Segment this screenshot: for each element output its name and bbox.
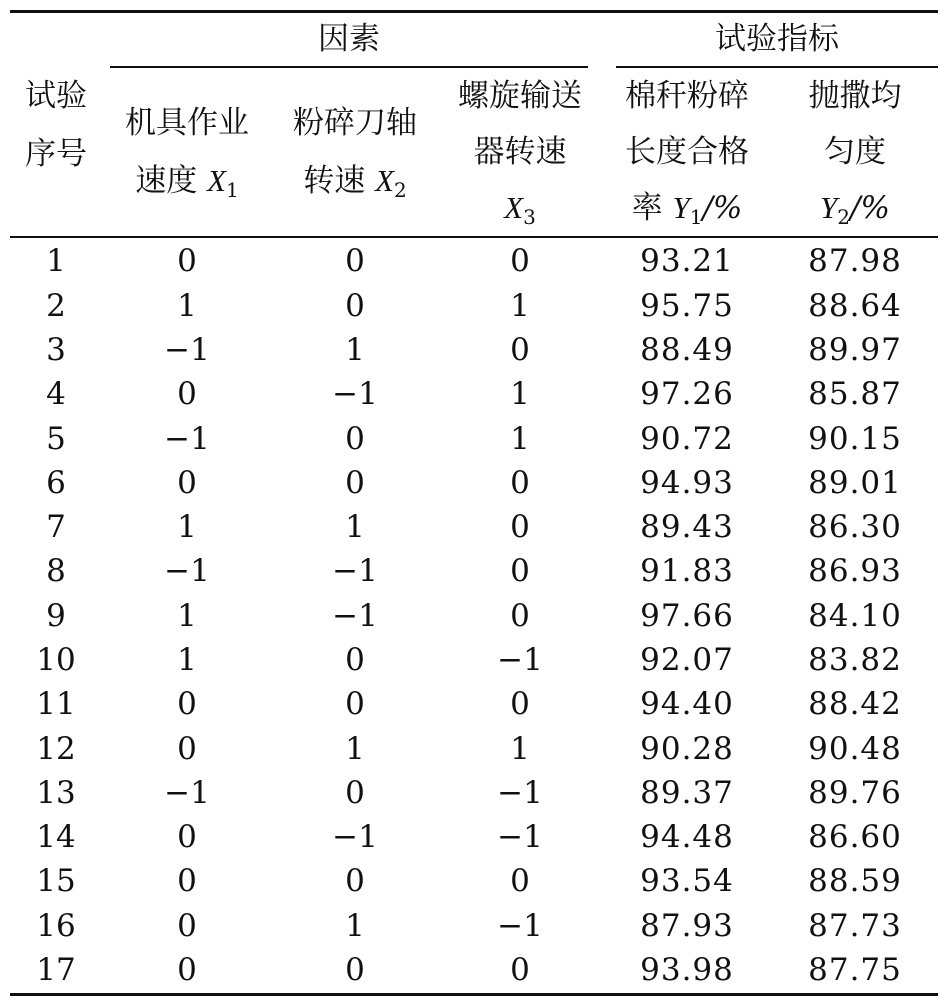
cell-x1: 1	[177, 509, 197, 546]
cell-x2: −1	[332, 553, 378, 590]
cell-y1: 94.48	[640, 819, 734, 856]
header-y1-var: Y	[672, 190, 690, 225]
table-row	[10, 550, 938, 594]
table-row	[10, 237, 938, 284]
cell-trial-no: 6	[46, 464, 66, 501]
cell-x1: 0	[177, 243, 197, 280]
header-x3-sub: 3	[523, 205, 536, 229]
cell-x3: −1	[497, 819, 543, 856]
header-x3-line3	[438, 180, 602, 236]
header-x1	[102, 68, 272, 237]
table-row	[10, 949, 938, 995]
cell-trial-no: 8	[46, 553, 66, 590]
table-row	[10, 727, 938, 771]
table-row	[10, 284, 938, 328]
header-y1-line3	[602, 180, 772, 236]
cell-x3: 0	[510, 464, 530, 501]
cell-x1: 0	[177, 464, 197, 501]
cell-y1: 97.26	[640, 376, 734, 413]
header-x2-line2	[272, 152, 438, 210]
cell-x1: 0	[177, 907, 197, 944]
header-x2-text: 转速	[303, 163, 376, 199]
header-y1-text: 率	[631, 190, 673, 226]
table-row	[10, 373, 938, 417]
header-x3-var: X	[504, 190, 524, 225]
cell-x1: 0	[177, 819, 197, 856]
header-y1-line2: 长度合格	[625, 134, 749, 170]
cell-x1: −1	[164, 420, 210, 457]
header-y2	[772, 68, 938, 237]
header-y1-sub: 1	[689, 205, 703, 229]
cell-x2: −1	[332, 819, 378, 856]
cell-y2: 90.48	[808, 730, 902, 767]
cell-trial-no: 14	[36, 819, 76, 856]
cell-x2: 1	[345, 331, 365, 368]
experiment-results-table	[10, 10, 938, 996]
cell-y1: 89.37	[640, 774, 734, 811]
cell-trial-no: 12	[36, 730, 76, 767]
cell-x1: 1	[177, 597, 197, 634]
header-x3	[438, 68, 602, 237]
header-y2-line3	[772, 180, 938, 236]
header-x1-sub: 1	[226, 178, 239, 202]
cell-x1: 0	[177, 376, 197, 413]
cell-y1: 90.28	[640, 730, 734, 767]
cell-x2: 0	[345, 863, 365, 900]
table-row	[10, 683, 938, 727]
cell-x3: 1	[510, 420, 530, 457]
cell-x3: 0	[510, 597, 530, 634]
table-row	[10, 329, 938, 373]
cell-y2: 83.82	[808, 642, 902, 678]
header-x2-line1: 粉碎刀轴	[293, 105, 417, 141]
cell-x3: 0	[510, 509, 530, 546]
cell-y2: 86.93	[808, 553, 902, 590]
header-x1-var: X	[207, 163, 227, 198]
header-indicators-label: 试验指标	[616, 13, 938, 68]
header-x1-line2	[102, 152, 272, 210]
cell-x3: 0	[510, 331, 530, 368]
cell-x1: 1	[177, 642, 197, 678]
cell-x3: 0	[510, 243, 530, 280]
header-trial-no-line1: 试验	[25, 77, 87, 114]
table-row	[10, 461, 938, 505]
table-row	[10, 904, 938, 948]
cell-trial-no: 17	[10, 949, 102, 995]
cell-x3: 0	[438, 949, 602, 995]
cell-y1: 92.07	[640, 642, 734, 678]
cell-y1: 87.93	[640, 907, 734, 944]
table-row	[10, 860, 938, 904]
cell-trial-no: 11	[36, 686, 76, 723]
header-y2-sub: 2	[837, 205, 851, 229]
cell-trial-no: 4	[46, 376, 66, 413]
cell-x2: 1	[345, 907, 365, 944]
cell-trial-no: 16	[36, 907, 76, 944]
cell-x3: −1	[497, 774, 543, 811]
header-x2	[272, 68, 438, 237]
cell-y1: 89.43	[640, 509, 734, 546]
header-y1	[602, 68, 772, 237]
header-factors-label: 因素	[110, 13, 588, 68]
cell-y2: 86.60	[808, 819, 902, 856]
cell-y1: 88.49	[640, 331, 734, 368]
table-row	[10, 506, 938, 550]
cell-x3: 0	[510, 863, 530, 900]
cell-y2: 86.30	[808, 509, 902, 546]
cell-y1: 94.93	[640, 464, 734, 501]
cell-x2: 0	[345, 243, 365, 280]
cell-y2: 89.01	[808, 464, 902, 501]
cell-x3: −1	[497, 642, 543, 678]
header-y2-line1: 抛撒均	[808, 78, 902, 114]
cell-trial-no: 7	[46, 509, 66, 546]
cell-x1: −1	[164, 774, 210, 811]
cell-y1: 94.40	[640, 686, 734, 723]
cell-x2: 0	[345, 774, 365, 811]
table-row	[10, 417, 938, 461]
table-row	[10, 816, 938, 860]
table-row	[10, 594, 938, 638]
header-y2-line2: 匀度	[824, 134, 886, 170]
header-y2-unit: /%	[850, 190, 890, 226]
cell-y2: 88.59	[808, 863, 902, 900]
cell-y1: 90.72	[640, 420, 734, 457]
cell-x2: 0	[345, 642, 365, 678]
cell-x1: −1	[164, 553, 210, 590]
cell-y1: 91.83	[640, 553, 734, 590]
cell-trial-no: 3	[46, 331, 66, 368]
cell-x3: 0	[510, 686, 530, 723]
header-trial-no-line2: 序号	[25, 135, 87, 172]
cell-x1: −1	[164, 331, 210, 368]
table-row	[10, 639, 938, 683]
table-body	[10, 237, 938, 995]
header-x2-sub: 2	[394, 178, 407, 202]
header-y2-var: Y	[820, 190, 838, 225]
cell-y2: 90.15	[808, 420, 902, 457]
header-x3-line2: 器转速	[473, 134, 567, 170]
cell-y2: 87.98	[808, 243, 902, 280]
cell-x2: 1	[345, 509, 365, 546]
header-x2-var: X	[375, 163, 395, 198]
cell-y2: 89.97	[808, 331, 902, 368]
cell-y2: 87.75	[772, 949, 938, 995]
cell-x2: 0	[345, 464, 365, 501]
header-x1-line1: 机具作业	[125, 105, 249, 141]
cell-y2: 84.10	[808, 597, 902, 634]
cell-y2: 88.42	[808, 686, 902, 723]
cell-x2: 0	[345, 287, 365, 324]
header-x1-text: 速度	[135, 163, 208, 199]
header-factors-group	[102, 12, 602, 69]
cell-x2: 0	[345, 686, 365, 723]
cell-trial-no: 15	[36, 863, 76, 900]
cell-x2: −1	[332, 376, 378, 413]
cell-y1: 93.98	[602, 949, 772, 995]
cell-y2: 85.87	[808, 376, 902, 413]
header-y1-line1: 棉秆粉碎	[625, 78, 749, 114]
cell-y1: 97.66	[640, 597, 734, 634]
cell-trial-no: 9	[46, 597, 66, 634]
cell-x2: 0	[272, 949, 438, 995]
cell-trial-no: 10	[36, 642, 76, 678]
cell-x3: 1	[510, 287, 530, 324]
cell-trial-no: 2	[46, 287, 66, 324]
cell-x2: 0	[345, 420, 365, 457]
cell-trial-no: 1	[46, 243, 66, 280]
header-trial-no	[10, 12, 102, 238]
cell-x1: 0	[177, 686, 197, 723]
cell-x3: 1	[510, 730, 530, 767]
cell-trial-no: 13	[36, 774, 76, 811]
cell-trial-no: 5	[46, 420, 66, 457]
cell-x1: 0	[102, 949, 272, 995]
cell-x2: 1	[345, 730, 365, 767]
header-x3-line1: 螺旋输送	[458, 78, 582, 114]
cell-x1: 0	[177, 730, 197, 767]
cell-x2: −1	[332, 597, 378, 634]
cell-y2: 88.64	[808, 287, 902, 324]
header-y1-unit: /%	[702, 190, 743, 226]
cell-y2: 87.73	[808, 907, 902, 944]
cell-x3: 0	[510, 553, 530, 590]
cell-x1: 1	[177, 287, 197, 324]
cell-x3: 1	[510, 376, 530, 413]
table-row	[10, 772, 938, 816]
cell-y1: 95.75	[640, 287, 734, 324]
header-indicators-group	[602, 12, 938, 69]
cell-y1: 93.21	[640, 243, 734, 280]
cell-x3: −1	[497, 907, 543, 944]
cell-y1: 93.54	[640, 863, 734, 900]
cell-x1: 0	[177, 863, 197, 900]
cell-y2: 89.76	[808, 774, 902, 811]
